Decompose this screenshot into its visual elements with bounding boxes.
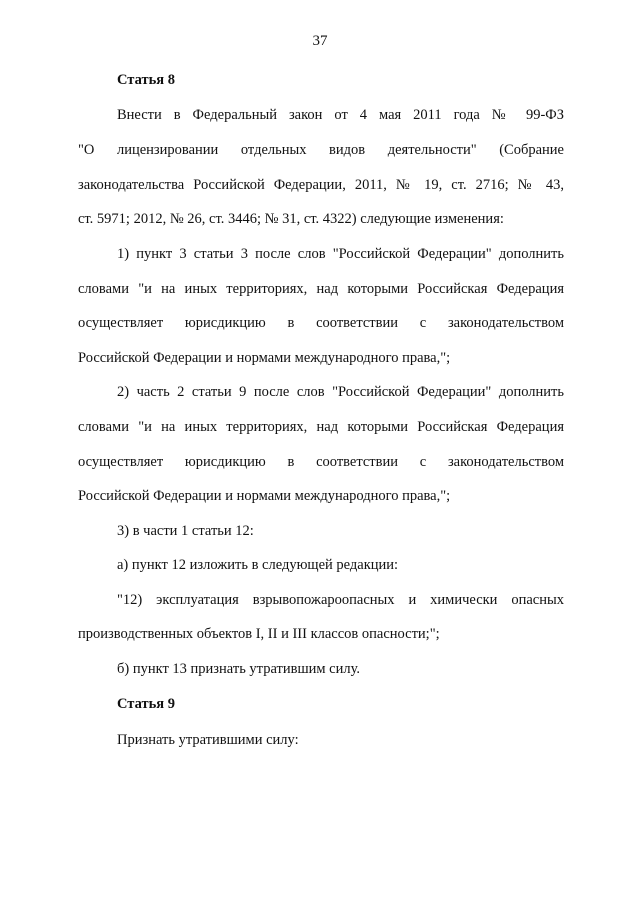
item-3a-line: а) пункт 12 изложить в следующей редакции: xyxy=(117,557,399,573)
item-2-line-4: Российской Федерации и нормами международного права,"; xyxy=(78,488,451,504)
article-8-intro-line-4: ст. 5971; 2012, № 26, ст. 3446; № 31, ст. 4322) следующие изменения: xyxy=(78,211,504,227)
article-8-intro-line-2: "О лицензировании отдельных видов деятельности" (Собрание xyxy=(78,142,564,158)
article-8-heading: Статья 8 xyxy=(117,72,175,88)
item-3a-text-line-2: производственных объектов I, II и III классов опасности;"; xyxy=(78,626,440,642)
page-number: 37 xyxy=(312,33,328,49)
item-1-line-4: Российской Федерации и нормами международного права,"; xyxy=(78,350,451,366)
item-1-line-1: 1) пункт 3 статьи 3 после слов "Российской Федерации" дополнить xyxy=(117,246,564,262)
item-2-line-1: 2) часть 2 статьи 9 после слов "Российской Федерации" дополнить xyxy=(117,384,564,400)
item-2-line-2: словами "и на иных территориях, над которыми Российская Федерация xyxy=(78,419,564,435)
article-9-heading: Статья 9 xyxy=(117,696,175,712)
article-9-intro-line: Признать утратившими силу: xyxy=(117,732,299,748)
item-3-line: 3) в части 1 статьи 12: xyxy=(117,523,254,539)
item-3b-line: б) пункт 13 признать утратившим силу. xyxy=(117,661,361,677)
item-1-line-2: словами "и на иных территориях, над которыми Российская Федерация xyxy=(78,281,564,297)
article-8-intro-line-1: Внести в Федеральный закон от 4 мая 2011 года № 99-ФЗ xyxy=(117,107,564,123)
item-1-line-3: осуществляет юрисдикцию в соответствии с законодательством xyxy=(78,315,564,331)
item-3a-text-line-1: "12) эксплуатация взрывопожароопасных и химически опасных xyxy=(117,592,564,608)
article-8-intro-line-3: законодательства Российской Федерации, 2011, № 19, ст. 2716; № 43, xyxy=(78,177,564,193)
item-2-line-3: осуществляет юрисдикцию в соответствии с законодательством xyxy=(78,454,564,470)
